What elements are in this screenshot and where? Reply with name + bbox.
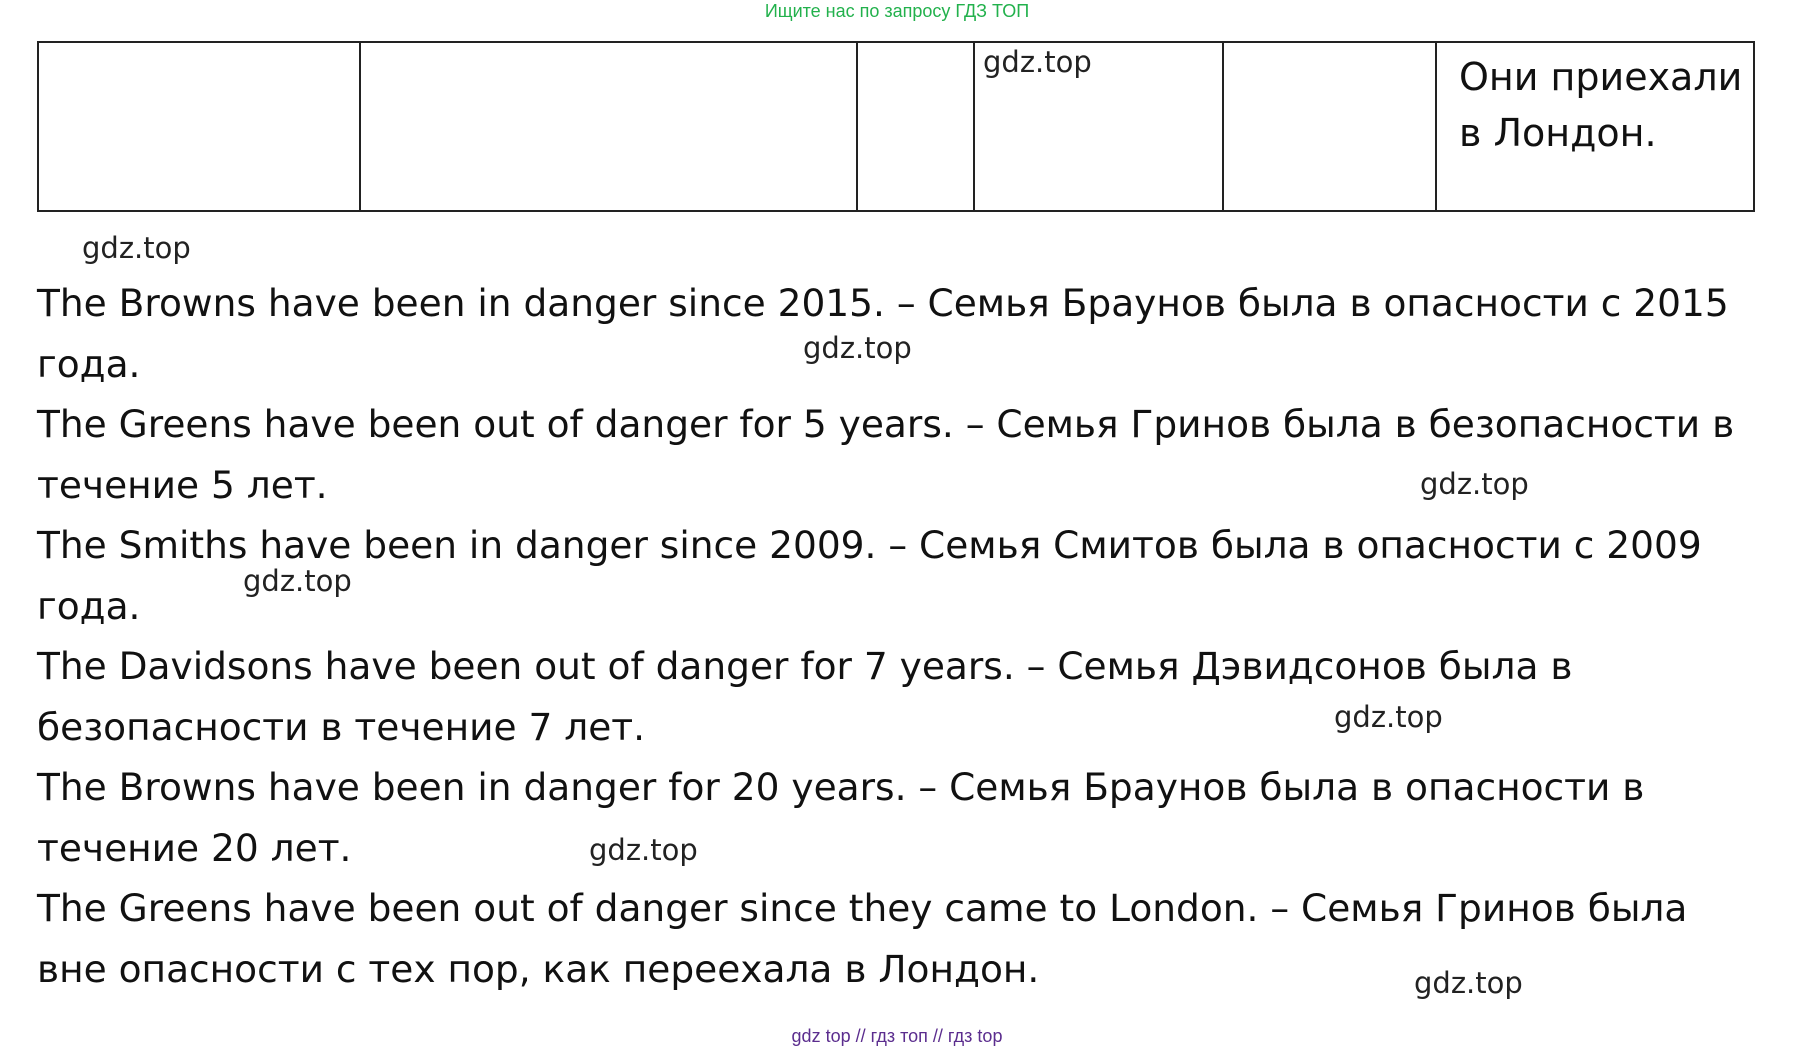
table-row xyxy=(38,42,1754,211)
watermark: gdz.top xyxy=(803,331,912,365)
watermark: gdz.top xyxy=(1414,966,1523,1000)
bottom-banner: gdz top // гдз топ // гдз top xyxy=(791,1026,1003,1046)
watermark: gdz.top xyxy=(243,564,352,598)
sentence-item: The Davidsons have been out of danger for 7 years. – Семья Дэвидсонов была в безопасности в течение 7 лет. xyxy=(37,644,1573,749)
table-cell xyxy=(1223,42,1436,211)
watermark: gdz.top xyxy=(82,231,191,265)
table-cell xyxy=(1436,42,1754,211)
table-cell-text: Они приехали в Лондон. xyxy=(1459,55,1743,155)
table-cell xyxy=(360,42,857,211)
cell-watermark: gdz.top xyxy=(983,45,1092,79)
sentence-item: The Greens have been out of danger for 5 years. – Семья Гринов была в безопасности в течение 5 лет. xyxy=(37,402,1735,507)
answer-sentences xyxy=(37,273,1757,999)
watermark: gdz.top xyxy=(589,833,698,867)
table-cell xyxy=(857,42,974,211)
watermark: gdz.top xyxy=(1334,700,1443,734)
sentence-item: The Browns have been in danger for 20 years. – Семья Браунов была в опасности в течение 20 лет. xyxy=(37,765,1645,870)
sentence-item: The Browns have been in danger since 2015. – Семья Браунов была в опасности с 2015 года. xyxy=(37,281,1729,386)
answer-table xyxy=(37,41,1755,212)
top-banner: Ищите нас по запросу ГДЗ ТОП xyxy=(764,1,1030,21)
watermark: gdz.top xyxy=(1420,467,1529,501)
table-cell xyxy=(38,42,360,211)
table-cell xyxy=(974,42,1223,211)
sentence-item: The Greens have been out of danger since they came to London. – Семья Гринов была вне опасности с тех пор, как переехала в Лондон. xyxy=(37,886,1688,991)
sentence-item: The Smiths have been in danger since 2009. – Семья Смитов была в опасности с 2009 года. xyxy=(37,523,1702,628)
